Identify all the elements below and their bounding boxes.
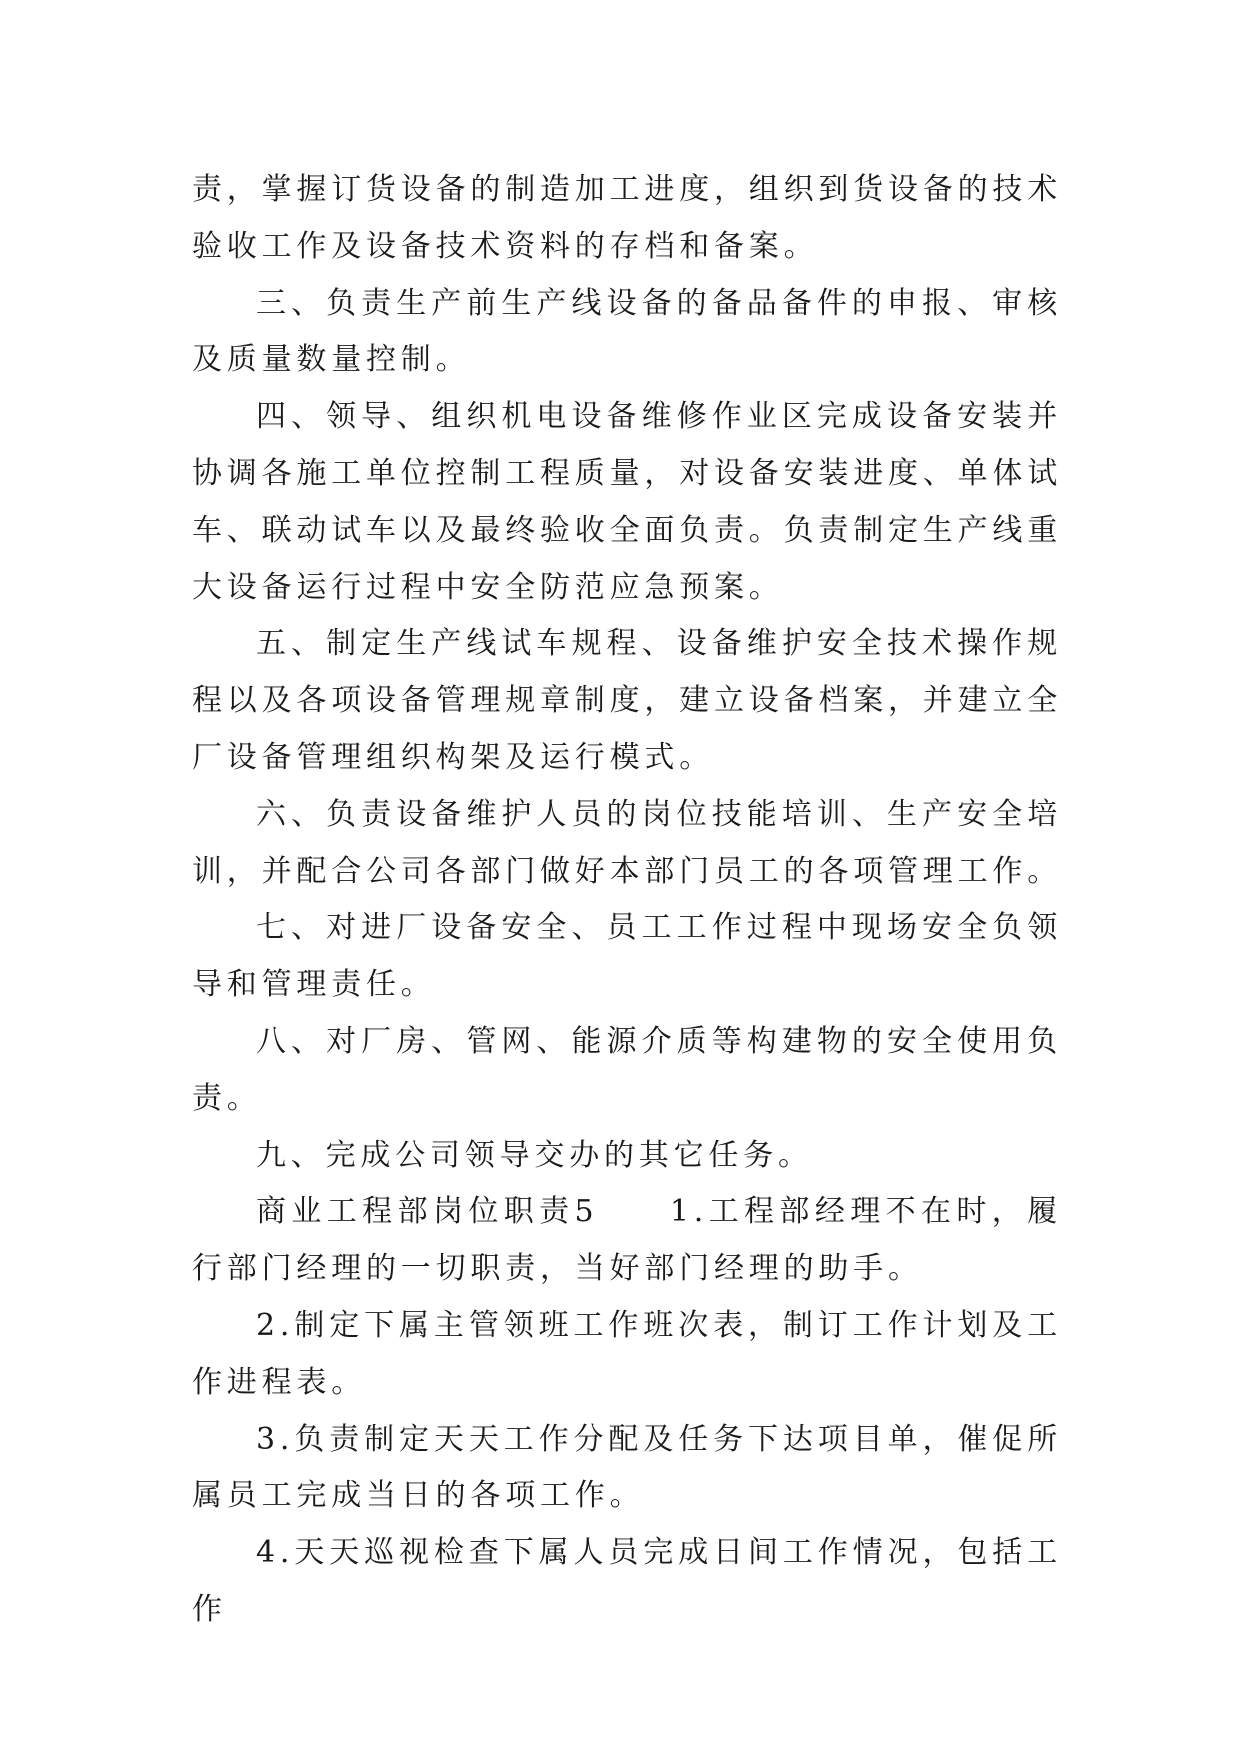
document-body [192,162,1062,1639]
paragraph: 商业工程部岗位职责5 1.工程部经理不在时，履行部门经理的一切职责，当好部门经理的助手。 [192,1194,1062,1287]
paragraph: 责，掌握订货设备的制造加工进度，组织到货设备的技术验收工作及设备技术资料的存档和备案。 [192,172,1062,264]
paragraph: 七、对进厂设备安全、员工工作过程中现场安全负领导和管理责任。 [192,910,1062,1003]
paragraph: 三、负责生产前生产线设备的备品备件的申报、审核及质量数量控制。 [192,285,1062,378]
paragraph: 六、负责设备维护人员的岗位技能培训、生产安全培训，并配合公司各部门做好本部门员工的各项管理工作。 [192,796,1062,889]
paragraph: 五、制定生产线试车规程、设备维护安全技术操作规程以及各项设备管理规章制度，建立设备档案，并建立全厂设备管理组织构架及运行模式。 [192,626,1062,775]
paragraph: 九、完成公司领导交办的其它任务。 [256,1137,813,1173]
paragraph: 2.制定下属主管领班工作班次表，制订工作计划及工作进程表。 [192,1307,1062,1400]
paragraph: 八、对厂房、管网、能源介质等构建物的安全使用负责。 [192,1023,1062,1116]
paragraph: 4.天天巡视检查下属人员完成日间工作情况，包括工作 [192,1535,1062,1627]
paragraph: 四、领导、组织机电设备维修作业区完成设备安装并协调各施工单位控制工程质量，对设备安装进度、单体试车、联动试车以及最终验收全面负责。负责制定生产线重大设备运行过程中安全防范应急预案。 [192,399,1062,605]
paragraph: 3.负责制定天天工作分配及任务下达项目单，催促所属员工完成当日的各项工作。 [192,1421,1062,1514]
